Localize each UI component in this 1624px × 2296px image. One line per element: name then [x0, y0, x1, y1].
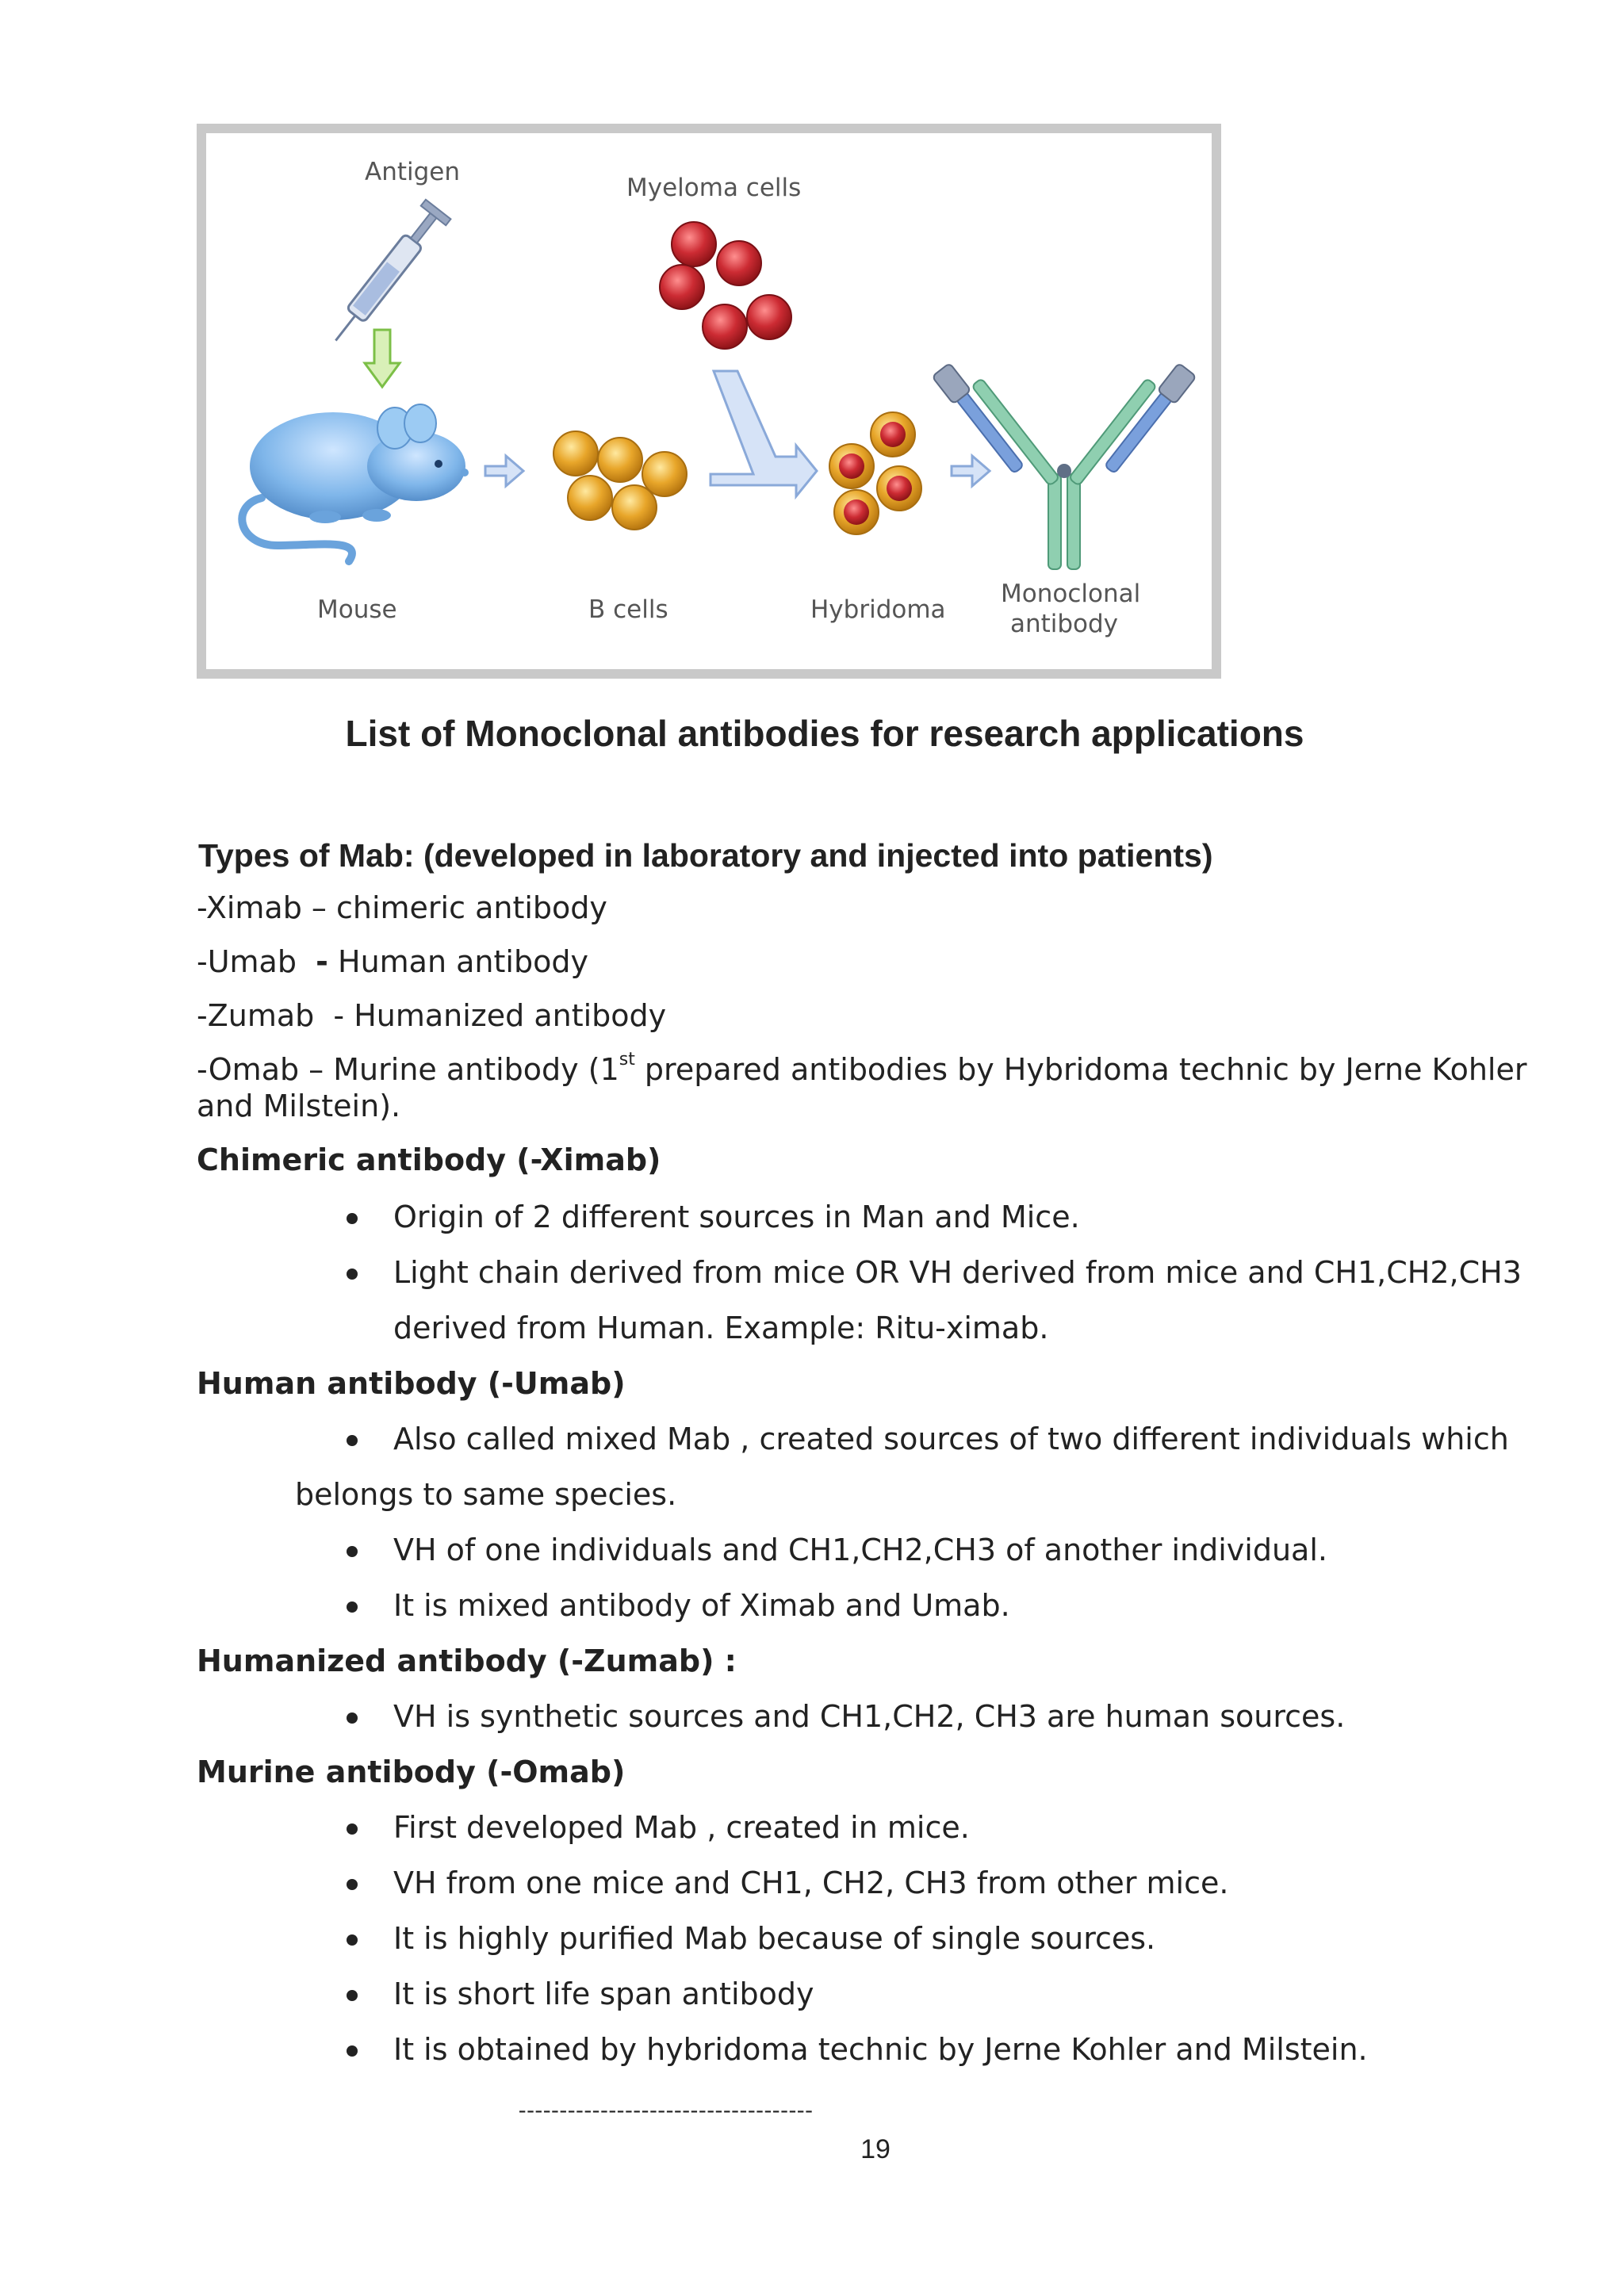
hybridoma-figure	[197, 124, 1221, 679]
chimeric-bullet-1: Origin of 2 different sources in Man and Mice.	[393, 1200, 1080, 1234]
human-bullet-1-line1: Also called mixed Mab , created sources of two different individuals which	[393, 1422, 1509, 1456]
humanized-bullet-1: VH is synthetic sources and CH1,CH2, CH3 are human sources.	[393, 1699, 1346, 1734]
b-cells-icon	[553, 431, 687, 530]
chimeric-bullet-2-line2: derived from Human. Example: Ritu-ximab.	[393, 1311, 1049, 1345]
umab-dash: -	[316, 944, 328, 979]
bullet-icon	[347, 1879, 358, 1890]
bullet-icon	[347, 1823, 358, 1835]
merge-arrow-icon	[710, 371, 817, 496]
murine-heading: Murine antibody (-Omab)	[197, 1755, 626, 1789]
murine-bullet-1: First developed Mab , created in mice.	[393, 1810, 970, 1845]
human-bullet-2: VH of one individuals and CH1,CH2,CH3 of another individual.	[393, 1533, 1327, 1567]
chimeric-bullet-2-line1: Light chain derived from mice OR VH derived from mice and CH1,CH2,CH3	[393, 1255, 1522, 1290]
monoclonal-antibody-label	[1001, 579, 1141, 639]
mouse-icon	[242, 404, 469, 561]
umab-rest: Human antibody	[338, 944, 588, 979]
type-omab	[197, 1051, 1526, 1088]
type-omab-line2: and Milstein).	[197, 1089, 401, 1123]
page-number: 19	[860, 2134, 891, 2164]
omab-part-b: prepared antibodies by Hybridoma technic by Jerne Kohler	[634, 1052, 1527, 1087]
bullet-icon	[347, 1990, 358, 2001]
separator-line: ------------------------------------	[519, 2098, 814, 2122]
arrow-icon	[485, 456, 523, 486]
murine-bullet-3: It is highly purified Mab because of single sources.	[393, 1921, 1156, 1956]
human-bullet-1-line2: belongs to same species.	[295, 1477, 677, 1512]
murine-bullet-4: It is short life span antibody	[393, 1976, 814, 2011]
mouse-label: Mouse	[317, 595, 397, 624]
bullet-icon	[347, 1269, 358, 1280]
b-cells-label: B cells	[588, 595, 668, 624]
murine-bullet-5: It is obtained by hybridoma technic by Jerne Kohler and Milstein.	[393, 2032, 1368, 2067]
arrow-icon	[952, 456, 990, 486]
type-zumab: -Zumab - Humanized antibody	[197, 998, 667, 1033]
antigen-label: Antigen	[365, 158, 461, 186]
bullet-icon	[347, 1934, 358, 1946]
mab-label-line1: Monoclonal	[1001, 580, 1141, 608]
bullet-icon	[347, 2045, 358, 2057]
type-ximab: -Ximab – chimeric antibody	[197, 890, 607, 925]
myeloma-cells-icon	[660, 222, 791, 349]
page-title: List of Monoclonal antibodies for research applications	[345, 713, 1304, 754]
mab-label-line2: antibody	[1009, 610, 1119, 638]
umab-prefix: -Umab	[197, 944, 297, 979]
omab-superscript: st	[619, 1050, 635, 1070]
bullet-icon	[347, 1435, 358, 1446]
murine-bullet-2: VH from one mice and CH1, CH2, CH3 from other mice.	[393, 1866, 1229, 1900]
down-arrow-icon	[365, 330, 400, 387]
types-heading: Types of Mab: (developed in laboratory and injected into patients)	[198, 837, 1213, 874]
hybridoma-label: Hybridoma	[810, 595, 946, 624]
myeloma-label: Myeloma cells	[626, 174, 802, 202]
type-umab	[197, 943, 588, 980]
bullet-icon	[347, 1213, 358, 1224]
chimeric-heading: Chimeric antibody (-Ximab)	[197, 1142, 661, 1177]
omab-part-a: -Omab – Murine antibody (1	[197, 1052, 619, 1087]
human-heading: Human antibody (-Umab)	[197, 1366, 626, 1401]
hybridoma-icon	[829, 412, 921, 534]
humanized-heading: Humanized antibody (-Zumab) :	[197, 1644, 737, 1678]
bullet-icon	[347, 1546, 358, 1557]
human-bullet-3: It is mixed antibody of Ximab and Umab.	[393, 1588, 1010, 1623]
bullet-icon	[347, 1712, 358, 1724]
syringe-icon	[324, 200, 451, 350]
bullet-icon	[347, 1601, 358, 1613]
